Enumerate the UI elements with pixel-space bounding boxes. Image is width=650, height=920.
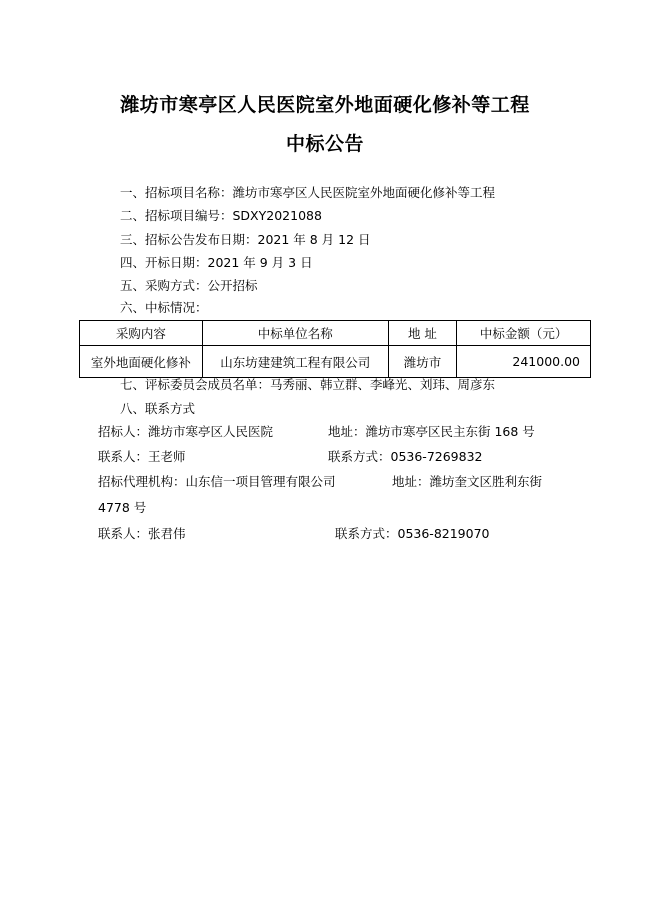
header-cell-amount: 中标金额（元） [457, 321, 591, 346]
agency-line: 招标代理机构：山东信一项目管理有限公司 [98, 474, 336, 489]
agency-address-continuation: 4778 号 [98, 500, 147, 515]
award-heading: 六、中标情况： [120, 300, 208, 315]
project-code-line: 二、招标项目编号：SDXY2021088 [120, 208, 322, 223]
committee-line: 七、评标委员会成员名单：马秀丽、韩立群、李峰光、刘玮、周彦东 [120, 377, 496, 392]
tenderer-address-line: 地址：潍坊市寒亭区民主东街 168 号 [328, 424, 535, 439]
tenderer-phone-line: 联系方式：0536-7269832 [328, 449, 483, 464]
publish-date-line: 三、招标公告发布日期：2021 年 8 月 12 日 [120, 232, 371, 247]
agency-phone-line: 联系方式：0536-8219070 [335, 526, 490, 541]
tenderer-line: 招标人：潍坊市寒亭区人民医院 [98, 424, 274, 439]
table-row [80, 346, 591, 378]
document-title: 潍坊市寒亭区人民医院室外地面硬化修补等工程 [120, 94, 530, 116]
cell-address: 潍坊市 [388, 346, 457, 378]
header-cell-winner: 中标单位名称 [202, 321, 388, 346]
agency-contact-line: 联系人：张君伟 [98, 526, 186, 541]
agency-address-line: 地址：潍坊奎文区胜利东街 [392, 474, 543, 489]
document-subtitle: 中标公告 [285, 133, 364, 155]
open-date-line: 四、开标日期：2021 年 9 月 3 日 [120, 255, 313, 270]
contact-heading: 八、联系方式 [120, 401, 196, 416]
cell-content: 室外地面硬化修补 [80, 346, 203, 378]
award-table-header-row [80, 321, 591, 346]
header-cell-content: 采购内容 [80, 321, 203, 346]
tenderer-contact-line: 联系人：王老师 [98, 449, 186, 464]
project-name-line: 一、招标项目名称：潍坊市寒亭区人民医院室外地面硬化修补等工程 [120, 185, 496, 200]
cell-winner: 山东坊建建筑工程有限公司 [202, 346, 388, 378]
award-table [79, 320, 591, 378]
header-cell-address: 地 址 [388, 321, 457, 346]
procurement-method-line: 五、采购方式：公开招标 [120, 278, 258, 293]
cell-amount: 241000.00 [457, 346, 591, 378]
